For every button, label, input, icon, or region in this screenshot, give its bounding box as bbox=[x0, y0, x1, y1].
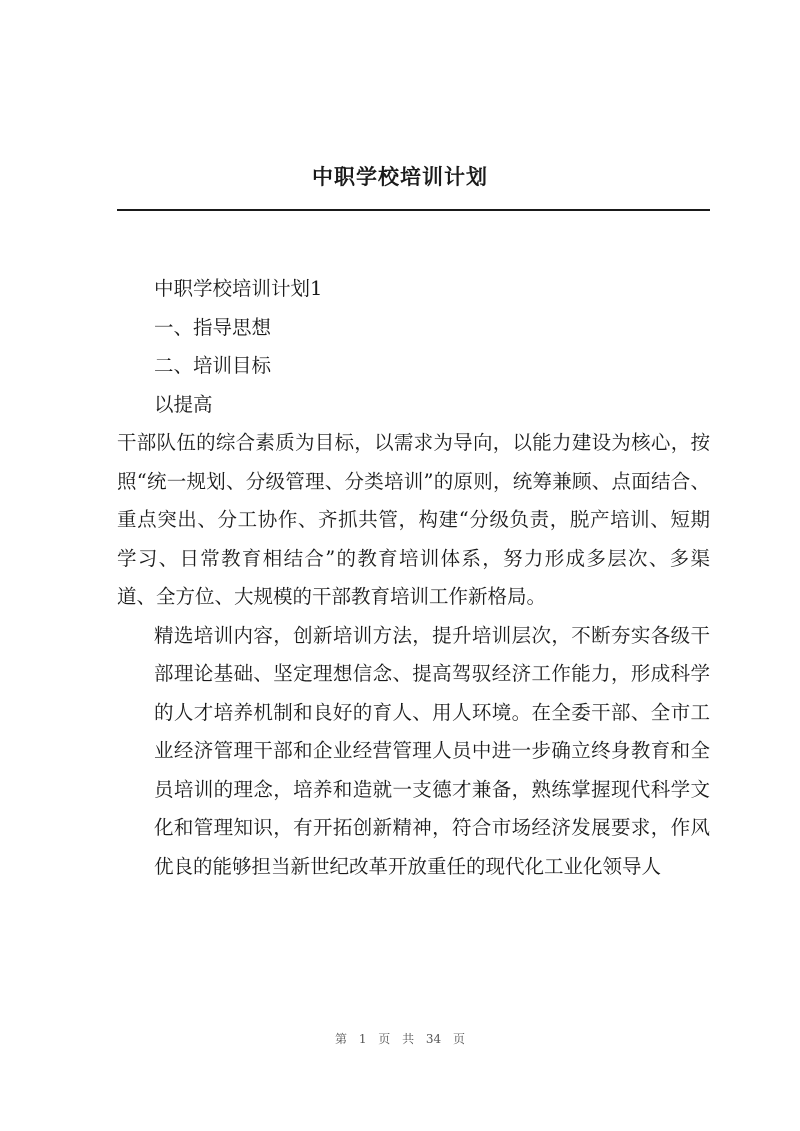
document-title: 中职学校培训计划 bbox=[312, 164, 488, 189]
body-paragraph: 干部队伍的综合素质为目标，以需求为导向，以能力建设为核心，按照“统一规划、分级管理、分类培训”的原则，统筹兼顾、点面结合、重点突出、分工协作、齐抓共管，构建“分级负责，脱产培训、短期学习、日常教育相结合”的教育培训体系，努力形成多层次、多渠道、全方位、大规模的干部教育培训工作新格局。 bbox=[117, 431, 710, 608]
section-heading: 中职学校培训计划1 bbox=[154, 277, 323, 300]
section-heading: 一、指导思想 bbox=[154, 315, 272, 339]
page-number: 第 1 页 共 34 页 bbox=[335, 1032, 465, 1046]
body-paragraph: 精选培训内容，创新培训方法，提升培训层次，不断夯实各级干部理论基础、坚定理想信念、提高驾驭经济工作能力，形成科学的人才培养机制和良好的育人、用人环境。在全委干部、全市工业经济管理干部和企业经营管理人员中进一步确立终身教育和全员培训的理念，培养和造就一支德才兼备，熟练掌握现代科学文化和管理知识，有开拓创新精神，符合市场经济发展要求，作风优良的能够担当新世纪改革开放重任的现代化工业化领导人 bbox=[154, 623, 710, 878]
section-heading: 二、培训目标 bbox=[154, 354, 272, 377]
paragraph-fragment: 以提高 bbox=[154, 392, 213, 416]
title-divider bbox=[117, 209, 710, 211]
document-body bbox=[117, 270, 710, 886]
